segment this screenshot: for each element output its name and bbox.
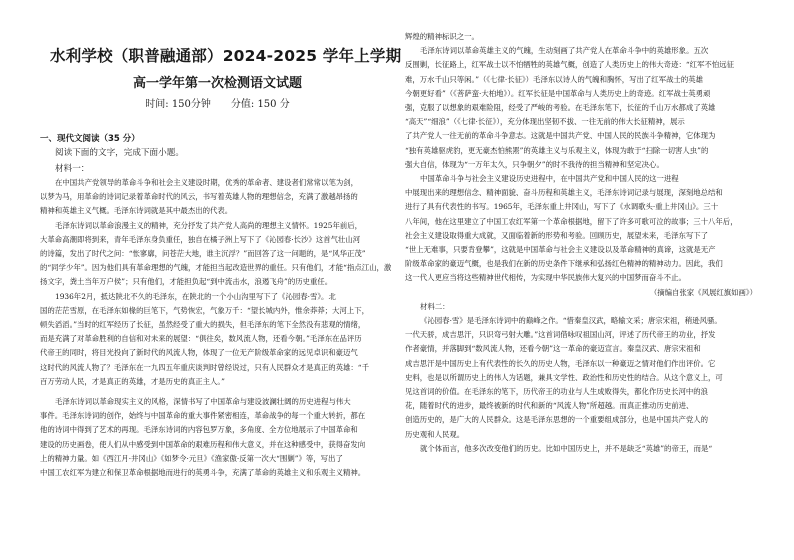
text-line: 就个体而言，他多次改变他们的历史。比如中国历史上，并不是缺乏“英雄”的帝王，而是“ [420, 443, 713, 453]
text-line: 难，万水千山只等闲。”（《七律·长征》）毛泽东以诗人的气魄和胸怀，写出了红军战士的英雄 [405, 74, 704, 84]
text-line: 社会主义建设取得重大成就，又面临着新的形势和考验。回顾历史，展望未来，毛泽东写下了 [405, 230, 709, 240]
text-line: 创造历史的，是广大的人民群众。这是毛泽东思想的一个重要组成部分，也是中国共产党人的 [405, 415, 709, 425]
text-line: 毛泽东诗词以革命现实主义的风格，深情书写了中国革命与建设波澜壮阔的历史进程与伟大 [55, 397, 351, 407]
text-line: 史料，也是以所谓历史上的伟人为话题，兼具文学性、政治性和历史性的结合。从这个意义上，可 [405, 372, 723, 382]
text-line: 中国工农红军为建立和保卫革命根据地而进行的英勇斗争，充满了革命的英雄主义和乐观主义精神。 [40, 468, 366, 478]
text-line: 强，克服了以想象的艰难险阻，经受了严峻的考验。在毛泽东笔下，长征的千山万水都成了英雄 [405, 103, 716, 113]
text-line: 一代天骄，成吉思汗，只识弯弓射大雕。”这首词借咏叹祖国山河，评述了历代帝王的功业，抒发 [405, 330, 716, 340]
right-body-top [405, 30, 757, 286]
text-line: 毛泽东诗词以革命英雄主义的气魄，生动刻画了共产党人在革命斗争中的英雄形象。五次 [420, 46, 709, 56]
text-line: 成吉思汗是中国历史上有代表性的长久的历史人物，毛泽东以一种豪迈之情对他们作出评价。它 [405, 358, 716, 368]
text-line: 以梦为马，用革命的诗词记录着革命时代的风云，书写着英雄人物的理想信念，充满了激越昂扬的 [40, 192, 358, 202]
text-line: 顿失滔滔。”当时的红军经历了长征，虽然经受了重大的损失，但毛泽东的笔下全然没有悲观的情绪， [40, 320, 366, 330]
text-line: 中展现出来的理想信念、精神面貌、奋斗历程和英雄主义，毛泽东诗词记录与展现，深刻地总结和 [405, 188, 723, 198]
text-line: 八年间，他在这里建立了中国工农红军第一个革命根据地，留下了许多可歌可泣的故事；三十八年后， [405, 216, 738, 226]
text-line: 代帝王的同时，将目光投向了新时代的风流人物，体现了一位无产阶级革命家的远见卓识和豪迈气 [40, 348, 358, 358]
text-line: 进行了具有代表性的书写。1965年，毛泽东重上井冈山，写下了《水调歌头·重上井冈山》。三十 [405, 202, 719, 212]
text-line: 花，随着时代的进步，最终被新的时代和新的“风流人物”所超越。而真正推动历史前进、 [405, 401, 694, 411]
exam-meta: 时间: 150分钟 分值: 150 分 [145, 99, 290, 110]
text-line: 阶级革命家的豪迈气概，也是我们在新的历史条件下继承和弘扬红色精神的精神动力。因此，我们 [405, 259, 723, 269]
left-body [40, 176, 395, 480]
text-line: “独有英雄驱虎豹，更无豪杰怕熊罴”的英雄主义与乐观主义，体现为敢于“扫除一切害人虫”的 [405, 145, 709, 155]
text-line: 这一代人更应当将这些精神世代相传，为实现中华民族伟大复兴的中国梦而奋斗不止。 [405, 273, 686, 283]
text-line: 而是充满了对革命胜利的自信和对未来的展望：“俱往矣，数风流人物，还看今朝。”毛泽东在品评历 [40, 334, 362, 344]
text-line: 今朝更好看”（《菩萨蛮·大柏地》）。红军长征是中国革命与人类历史上的奇迹。红军战士英勇顽 [405, 88, 711, 98]
section-heading: 一、现代文阅读（35 分） [40, 134, 140, 144]
text-line: 精神和英雄主义气概。毛泽东诗词就是其中最杰出的代表。 [40, 206, 233, 216]
text-line: 毛泽东诗词以革命浪漫主义的精神，充分抒发了共产党人高尚的理想主义情怀。1925年前后， [55, 220, 363, 230]
left-column [40, 30, 402, 480]
exam-title: 水利学校（职普融通部）2024-2025 学年上学期 [50, 47, 402, 65]
text-line: 国的茫茫雪原，在毛泽东如椽的巨笔下，气势恢宏，气象万千：“望长城内外，惟余莽莽；大河上下， [40, 305, 369, 315]
exam-subtitle: 高一学年第一次检测语文试题 [132, 76, 302, 91]
text-line: 辉煌的精神标识之一。 [405, 32, 479, 41]
right-column [405, 30, 757, 456]
text-line: 的诗篇，发出了时代之问：“怅寥廓，问苍茫大地，谁主沉浮？”而回答了这一问题的，是“风华正茂” [40, 249, 366, 259]
material-label: 材料二： [420, 301, 450, 311]
text-line: 扬文字，粪土当年万户侯”；只有他们，才能担负起“到中流击水，浪遏飞舟”的历史重任。 [40, 277, 333, 287]
text-line: 建设的历史画卷，使人们从中感受到中国革命的艰难历程和伟大意义，并在这种感受中，获得奋发向 [40, 439, 366, 449]
right-body-bottom [405, 314, 757, 456]
text-line: 反围剿，长征路上，红军战士以不怕牺牲的英雄气概，创造了人类历史上的伟大奇迹：“红军不怕远征 [405, 60, 734, 70]
text-line: 历史观和人民观。 [405, 429, 465, 439]
text-line: 百万劳动人民，才是真正的英雄，才是历史的真正主人。” [40, 376, 225, 386]
text-line: 这时代的风流人物了？毛泽东在一九四五年重庆谈判时曾经说过，只有人民群众才是真正的英雄：“千 [40, 362, 369, 372]
text-line: 强大自信，体现为“一万年太久，只争朝夕”的时不我待的担当精神和坚定决心。 [405, 159, 664, 169]
text-line: 作者豪情，并落脚到“数风流人物，还看今朝”这一革命的豪迈宣言。秦皇汉武、唐宗宋祖和 [405, 344, 701, 354]
material-label: 材料一： [55, 164, 90, 174]
text-line: 的“同学少年”。因为他们具有革命理想的气魄，才能担当起改造世界的重任。只有他们，才能“指点江山，激 [40, 263, 392, 273]
text-line: 《沁园春·雪》是毛泽东诗词中的巅峰之作。“惜秦皇汉武，略输文采；唐宗宋祖，稍逊风骚。 [420, 316, 722, 326]
text-line: 见这首词的价值。在毛泽东的笔下，历代帝王的功业与人生成败得失，都化作历史长河中的浪 [405, 387, 709, 397]
text-line: 事件。毛泽东诗词的创作，始终与中国革命的重大事件紧密相连，革命战争的每一个重大转折，都在 [40, 411, 366, 421]
text-line: 中国革命斗争与社会主义建设历史进程中，在中国共产党和中国人民的这一进程 [420, 174, 679, 184]
text-line: 上的精神力量。如《西江月·井冈山》《如梦令·元旦》《渔家傲·反第一次大“围剿”》等，写出了 [40, 453, 343, 463]
text-line: 了共产党人一往无前的革命斗争意志。这就是中国共产党、中国人民的民族斗争精神，它体现为 [405, 131, 716, 141]
text-line: 1936年2月，抵达陕北不久的毛泽东，在陕北的一个小山沟里写下了《沁园春·雪》。北 [55, 291, 336, 301]
text-line: 他的诗词中得到了艺术的再现。毛泽东诗词的内容包罗万象，多角度、全方位地展示了中国革命和 [40, 425, 358, 435]
text-line: “高天”“细浪”（《七律·长征》），充分体现出坚韧不拔、一往无前的伟大长征精神，展示 [405, 117, 685, 127]
text-line: 大革命高潮即将到来，青年毛泽东身负重任，独自在橘子洲上写下了《沁园春·长沙》这首气壮山河 [40, 234, 361, 244]
text-line: “世上无难事，只要肯登攀”，这就是中国革命与社会主义建设以及革命精神的真谛，这就是无产 [405, 245, 716, 255]
instruction: 阅读下面的文字，完成下面小题。 [55, 148, 184, 158]
text-line: 在中国共产党领导的革命斗争和社会主义建设时期，优秀的革命者、建设者们常常以笔为剑， [55, 178, 359, 187]
source-citation: （摘编自张家《风展红旗如画》） [649, 287, 757, 297]
